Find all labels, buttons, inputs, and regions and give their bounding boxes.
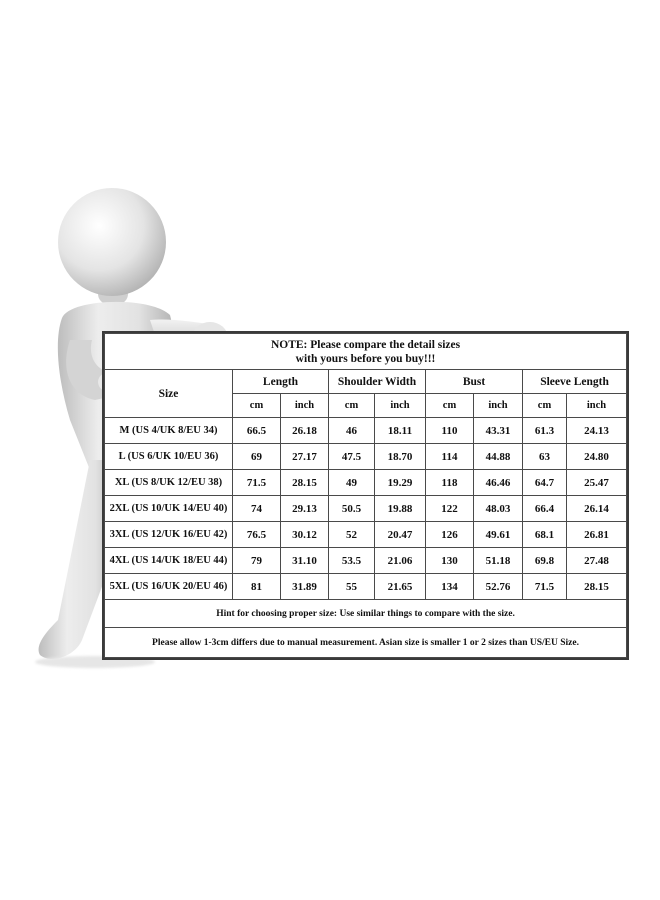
bust-header: Bust <box>426 370 523 394</box>
shoulder-cm: 47.5 <box>329 444 375 470</box>
shoulder-inch: 19.29 <box>375 470 426 496</box>
unit-cell: cm <box>523 394 567 418</box>
unit-cell: cm <box>426 394 474 418</box>
unit-cell: inch <box>474 394 523 418</box>
sleeve-cm: 63 <box>523 444 567 470</box>
shoulder-cm: 46 <box>329 418 375 444</box>
length-cm: 66.5 <box>233 418 281 444</box>
bust-cm: 122 <box>426 496 474 522</box>
length-inch: 29.13 <box>281 496 329 522</box>
size-label: 2XL (US 10/UK 14/EU 40) <box>105 496 233 522</box>
shoulder-inch: 20.47 <box>375 522 426 548</box>
sleeve-length-header: Sleeve Length <box>523 370 627 394</box>
size-chart-table <box>104 333 627 658</box>
measurement-allowance-note: Please allow 1-3cm differs due to manual measurement. Asian size is smaller 1 or 2 sizes than US/EU Size. <box>105 628 627 658</box>
table-row <box>105 548 627 574</box>
table-row <box>105 574 627 600</box>
size-column-header: Size <box>105 370 233 418</box>
length-cm: 81 <box>233 574 281 600</box>
note-line-2: with yours before you buy!!! <box>295 352 436 365</box>
shoulder-inch: 19.88 <box>375 496 426 522</box>
size-label: XL (US 8/UK 12/EU 38) <box>105 470 233 496</box>
table-row <box>105 418 627 444</box>
size-label: M (US 4/UK 8/EU 34) <box>105 418 233 444</box>
sleeve-inch: 24.13 <box>567 418 627 444</box>
sleeve-inch: 24.80 <box>567 444 627 470</box>
shoulder-inch: 21.06 <box>375 548 426 574</box>
unit-cell: cm <box>233 394 281 418</box>
length-inch: 30.12 <box>281 522 329 548</box>
unit-cell: cm <box>329 394 375 418</box>
sleeve-inch: 28.15 <box>567 574 627 600</box>
sleeve-inch: 26.81 <box>567 522 627 548</box>
unit-cell: inch <box>375 394 426 418</box>
length-inch: 26.18 <box>281 418 329 444</box>
bust-cm: 118 <box>426 470 474 496</box>
table-row <box>105 444 627 470</box>
shoulder-inch: 21.65 <box>375 574 426 600</box>
bust-inch: 52.76 <box>474 574 523 600</box>
shoulder-width-header: Shoulder Width <box>329 370 426 394</box>
bust-cm: 126 <box>426 522 474 548</box>
bust-inch: 46.46 <box>474 470 523 496</box>
bust-cm: 114 <box>426 444 474 470</box>
length-cm: 74 <box>233 496 281 522</box>
length-header: Length <box>233 370 329 394</box>
sleeve-cm: 68.1 <box>523 522 567 548</box>
figure-head <box>58 188 166 296</box>
size-label: 5XL (US 16/UK 20/EU 46) <box>105 574 233 600</box>
bust-inch: 49.61 <box>474 522 523 548</box>
length-inch: 31.10 <box>281 548 329 574</box>
sleeve-inch: 27.48 <box>567 548 627 574</box>
size-label: 4XL (US 14/UK 18/EU 44) <box>105 548 233 574</box>
sleeve-cm: 61.3 <box>523 418 567 444</box>
shoulder-inch: 18.70 <box>375 444 426 470</box>
note-banner <box>105 334 627 370</box>
shoulder-cm: 52 <box>329 522 375 548</box>
length-cm: 69 <box>233 444 281 470</box>
bust-inch: 43.31 <box>474 418 523 444</box>
bust-inch: 51.18 <box>474 548 523 574</box>
length-cm: 71.5 <box>233 470 281 496</box>
length-inch: 28.15 <box>281 470 329 496</box>
bust-cm: 110 <box>426 418 474 444</box>
table-row <box>105 496 627 522</box>
bust-cm: 134 <box>426 574 474 600</box>
length-cm: 76.5 <box>233 522 281 548</box>
size-label: 3XL (US 12/UK 16/EU 42) <box>105 522 233 548</box>
length-inch: 27.17 <box>281 444 329 470</box>
shoulder-cm: 49 <box>329 470 375 496</box>
bust-inch: 48.03 <box>474 496 523 522</box>
table-row <box>105 522 627 548</box>
sleeve-cm: 69.8 <box>523 548 567 574</box>
size-label: L (US 6/UK 10/EU 36) <box>105 444 233 470</box>
table-row <box>105 470 627 496</box>
shoulder-cm: 55 <box>329 574 375 600</box>
sleeve-cm: 66.4 <box>523 496 567 522</box>
bust-cm: 130 <box>426 548 474 574</box>
shoulder-cm: 50.5 <box>329 496 375 522</box>
bust-inch: 44.88 <box>474 444 523 470</box>
note-line-1: NOTE: Please compare the detail sizes <box>270 338 461 351</box>
unit-cell: inch <box>281 394 329 418</box>
length-cm: 79 <box>233 548 281 574</box>
sleeve-cm: 64.7 <box>523 470 567 496</box>
shoulder-inch: 18.11 <box>375 418 426 444</box>
sleeve-inch: 25.47 <box>567 470 627 496</box>
sleeve-inch: 26.14 <box>567 496 627 522</box>
shoulder-cm: 53.5 <box>329 548 375 574</box>
sleeve-cm: 71.5 <box>523 574 567 600</box>
size-hint: Hint for choosing proper size: Use similar things to compare with the size. <box>105 600 627 628</box>
unit-cell: inch <box>567 394 627 418</box>
length-inch: 31.89 <box>281 574 329 600</box>
